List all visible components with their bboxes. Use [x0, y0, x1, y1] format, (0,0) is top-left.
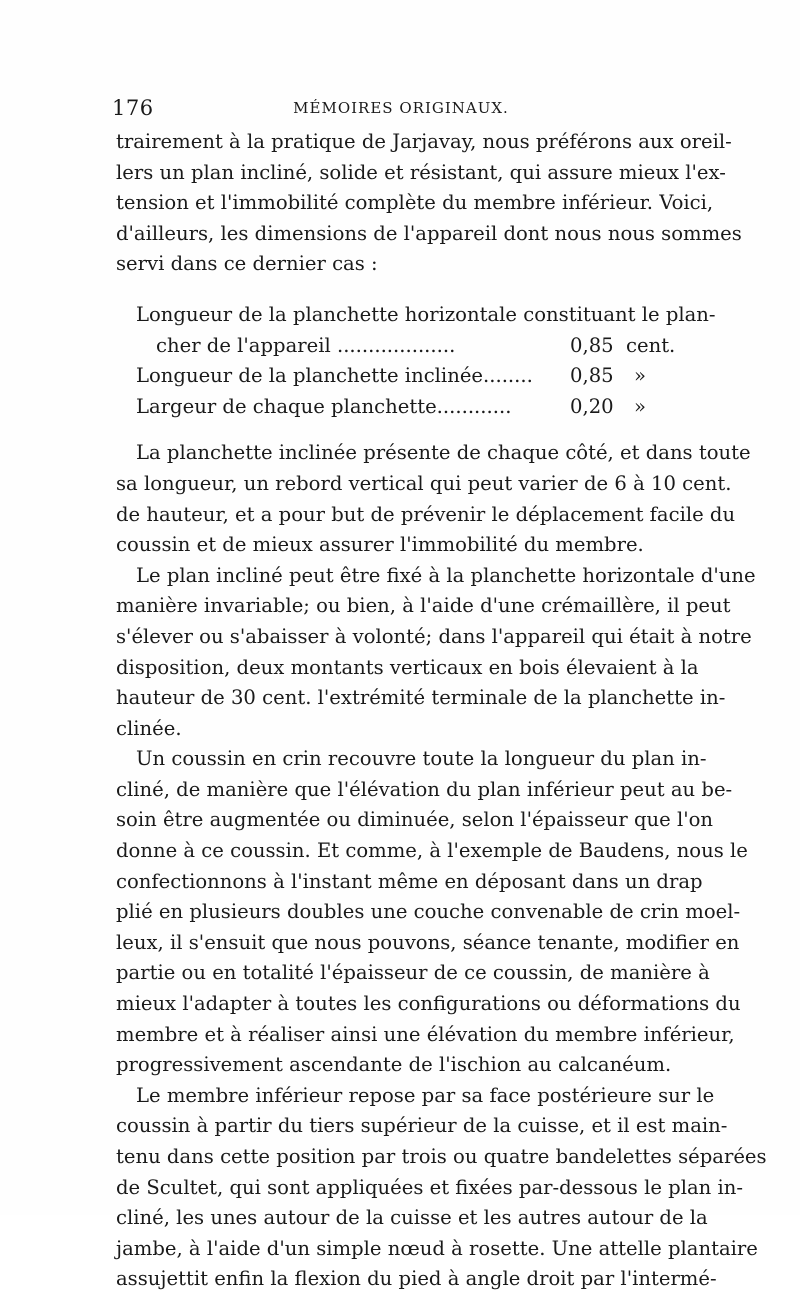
- paragraph-3: [116, 561, 756, 745]
- text-line: s'élever ou s'abaisser à volonté; dans l'appareil qui était à notre: [116, 624, 752, 648]
- text-line: coussin et de mieux assurer l'immobilité du membre.: [116, 533, 644, 557]
- text-line: leux, il s'ensuit que nous pouvons, séance tenante, modifier en: [116, 930, 740, 954]
- text-line: cliné, les unes autour de la cuisse et les autres autour de la: [116, 1206, 708, 1230]
- text-line: plié en plusieurs doubles une couche convenable de crin moel-: [116, 900, 741, 924]
- text-line: partie ou en totalité l'épaisseur de ce coussin, de manière à: [116, 961, 710, 985]
- dimension-row: [136, 300, 716, 331]
- text-line: progressivement ascendante de l'ischion au calcanéum.: [116, 1053, 672, 1077]
- dimension-row: [136, 331, 690, 362]
- text-line: tenu dans cette position par trois ou quatre bandelettes séparées: [116, 1145, 767, 1168]
- text-line: jambe, à l'aide d'un simple nœud à rosette. Une attelle plantaire: [116, 1236, 758, 1260]
- paragraph-2: [116, 438, 751, 560]
- text-line: clinée.: [116, 716, 182, 740]
- dimension-unit: »: [634, 394, 646, 418]
- dimension-unit: »: [634, 364, 646, 388]
- running-head: [112, 96, 690, 120]
- paragraph-4: [116, 744, 748, 1081]
- text-line: de hauteur, et a pour but de prévenir le déplacement facile du: [116, 502, 736, 526]
- text-line: donne à ce coussin. Et comme, à l'exemple de Baudens, nous le: [116, 839, 748, 863]
- text-line: membre et à réaliser ainsi une élévation du membre inférieur,: [116, 1022, 735, 1046]
- dimension-row: [136, 392, 690, 423]
- text-line: Le plan incliné peut être fixé à la planchette horizontale d'une: [136, 563, 756, 587]
- dimension-label: Longueur de la planchette inclinée........: [136, 364, 533, 388]
- dimension-label: Longueur de la planchette horizontale constituant le plan-: [136, 302, 716, 326]
- text-line: soin être augmentée ou diminuée, selon l'épaisseur que l'on: [116, 808, 714, 832]
- paragraph-5: [116, 1081, 767, 1295]
- text-line: de Scultet, qui sont appliquées et fixées par-dessous le plan in-: [116, 1175, 743, 1199]
- dimension-value: 0,85: [570, 333, 614, 357]
- dimension-label: Largeur de chaque planchette............: [136, 394, 512, 418]
- text-line: sa longueur, un rebord vertical qui peut varier de 6 à 10 cent.: [116, 471, 732, 495]
- dimension-unit: cent.: [626, 333, 676, 357]
- body-text: [116, 127, 767, 1295]
- text-line: disposition, deux montants verticaux en bois élevaient à la: [116, 655, 699, 679]
- text-line: confectionnons à l'instant même en déposant dans un drap: [116, 869, 703, 893]
- text-line: tension et l'immobilité complète du membre inférieur. Voici,: [116, 191, 714, 215]
- text-line: mieux l'adapter à toutes les configurations ou déformations du: [116, 992, 741, 1016]
- text-line: Le membre inférieur repose par sa face postérieure sur le: [136, 1083, 715, 1107]
- text-line: trairement à la pratique de Jarjavay, nous préférons aux oreil-: [116, 130, 732, 153]
- text-line: lers un plan incliné, solide et résistant, qui assure mieux l'ex-: [116, 160, 726, 184]
- dimension-value: 0,85: [570, 364, 614, 388]
- paragraph-1: [116, 127, 742, 280]
- text-line: Un coussin en crin recouvre toute la longueur du plan in-: [136, 747, 707, 771]
- running-title: MÉMOIRES ORIGINAUX.: [293, 99, 509, 117]
- text-line: hauteur de 30 cent. l'extrémité terminale de la planchette in-: [116, 686, 726, 710]
- text-line: coussin à partir du tiers supérieur de la cuisse, et il est main-: [116, 1114, 728, 1138]
- dimension-row: [136, 361, 690, 392]
- dimension-value: 0,20: [570, 394, 614, 418]
- dimension-label: cher de l'appareil ...................: [156, 333, 456, 357]
- text-line: d'ailleurs, les dimensions de l'appareil dont nous nous sommes: [116, 221, 742, 245]
- dimensions-list: [136, 300, 716, 422]
- text-line: manière invariable; ou bien, à l'aide d'une crémaillère, il peut: [116, 594, 731, 618]
- text-line: cliné, de manière que l'élévation du plan inférieur peut au be-: [116, 777, 733, 801]
- text-line: assujettit enfin la flexion du pied à angle droit par l'intermé-: [116, 1267, 717, 1291]
- page-number: 176: [112, 96, 154, 120]
- text-line: La planchette inclinée présente de chaque côté, et dans toute: [136, 441, 751, 465]
- text-line: servi dans ce dernier cas :: [116, 252, 378, 276]
